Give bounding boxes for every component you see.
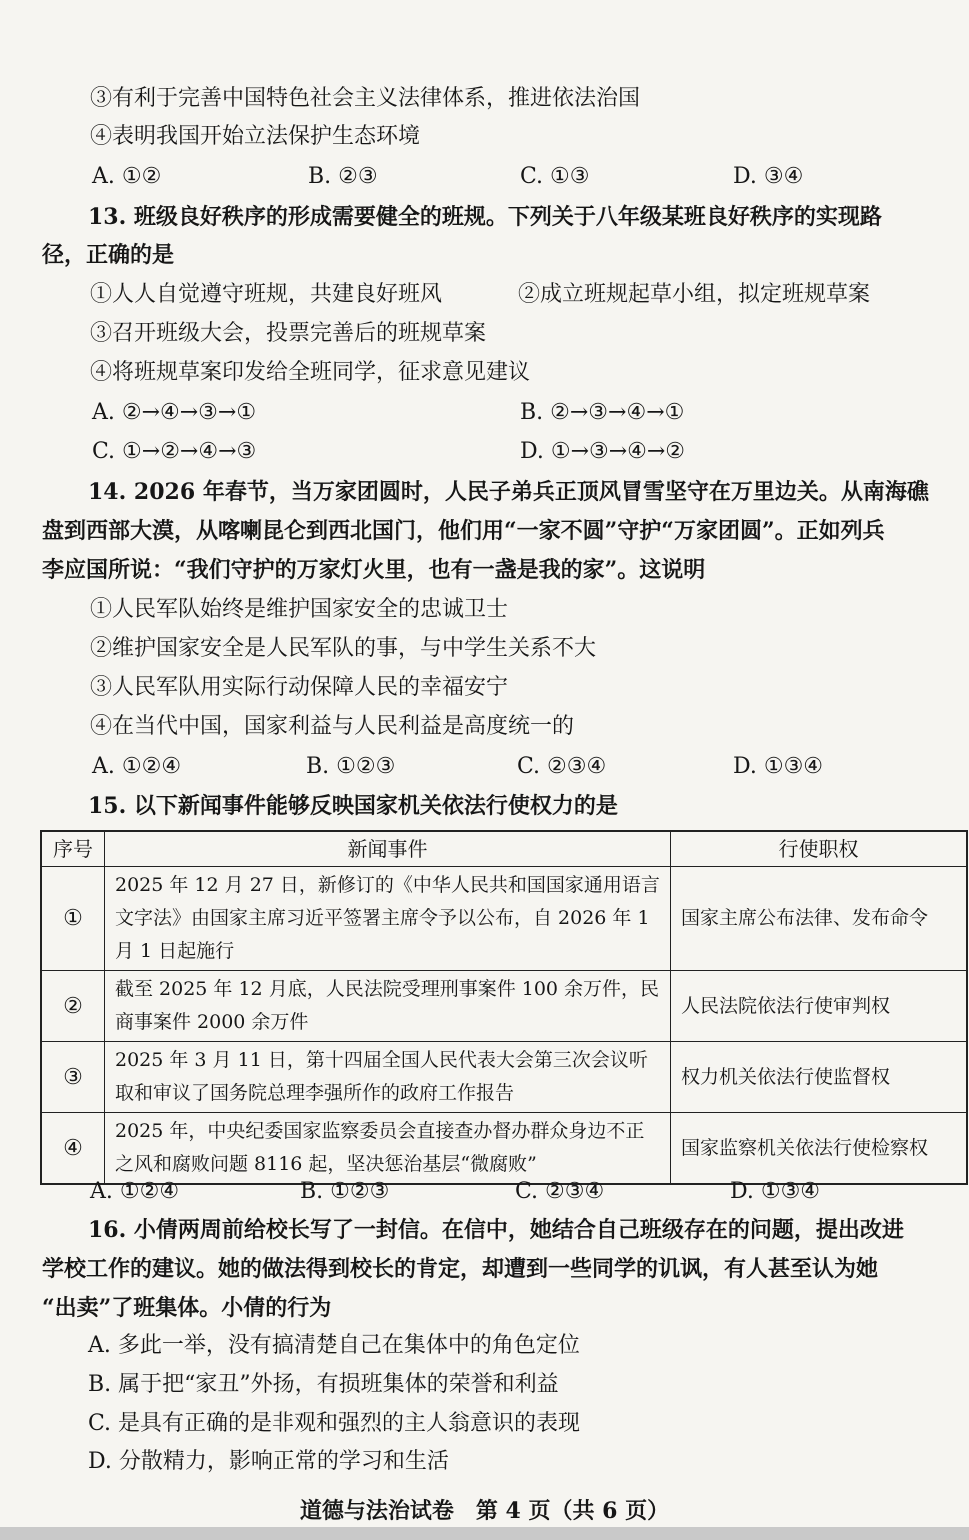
news-table <box>40 830 968 1185</box>
q15-choice-a: A. ①②④ <box>90 1179 180 1204</box>
row-power: 权力机关依法行使监督权 <box>671 1042 968 1113</box>
q13-option-2: ②成立班规起草小组，拟定班规草案 <box>518 282 871 307</box>
q14-choice-b: B. ①②③ <box>306 754 396 779</box>
row-power: 人民法院依法行使审判权 <box>671 971 968 1042</box>
q13-stem-line-2: 径，正确的是 <box>42 242 175 268</box>
q13-option-3: ③召开班级大会，投票完善后的班规草案 <box>90 321 487 346</box>
row-number: ② <box>41 971 105 1042</box>
table-header-row <box>41 831 967 867</box>
q15-stem: 15. 以下新闻事件能够反映国家机关依法行使权力的是 <box>88 793 618 819</box>
q14-stem-line-2: 盘到西部大漠，从喀喇昆仑到西北国门，他们用“一家不圆”守护“万家团圆”。正如列兵 <box>42 518 885 544</box>
q14-option-2: ②维护国家安全是人民军队的事，与中学生关系不大 <box>90 636 597 661</box>
table-row <box>41 867 967 971</box>
q14-option-3: ③人民军队用实际行动保障人民的幸福安宁 <box>90 675 509 700</box>
q16-stem-line-2: 学校工作的建议。她的做法得到校长的肯定，却遭到一些同学的讥讽，有人甚至认为她 <box>42 1256 879 1282</box>
q16-stem-line-3: “出卖”了班集体。小倩的行为 <box>42 1295 332 1321</box>
q13-choice-c: C. ①→②→④→③ <box>92 439 257 464</box>
q13-option-4: ④将班规草案印发给全班同学，征求意见建议 <box>90 360 531 385</box>
q16-option-c: C. 是具有正确的是非观和强烈的主人翁意识的表现 <box>88 1411 581 1436</box>
q16-option-b: B. 属于把“家丑”外扬，有损班集体的荣誉和利益 <box>88 1372 559 1397</box>
q16-option-a: A. 多此一举，没有搞清楚自己在集体中的角色定位 <box>88 1333 580 1358</box>
q12-choice-d: D. ③④ <box>733 164 804 189</box>
bottom-bar <box>0 1527 969 1540</box>
row-event: 2025 年，中央纪委国家监察委员会直接查办督办群众身边不正之风和腐败问题 8116 起，坚决惩治基层“微腐败” <box>105 1113 671 1185</box>
row-power: 国家监察机关依法行使检察权 <box>671 1113 968 1185</box>
q14-stem-line-1: 14. 2026 年春节，当万家团圆时，人民子弟兵正顶风冒雪坚守在万里边关。从南海礁 <box>88 479 929 505</box>
q15-choice-c: C. ②③④ <box>515 1179 605 1204</box>
row-event: 截至 2025 年 12 月底，人民法院受理刑事案件 100 余万件，民商事案件 2000 余万件 <box>105 971 671 1042</box>
row-number: ③ <box>41 1042 105 1113</box>
q14-choice-d: D. ①③④ <box>733 754 824 779</box>
q13-choice-b: B. ②→③→④→① <box>520 400 685 425</box>
q14-stem-line-3: 李应国所说：“我们守护的万家灯火里，也有一盏是我的家”。这说明 <box>42 557 706 583</box>
q12-option-3: ③有利于完善中国特色社会主义法律体系，推进依法治国 <box>90 86 641 111</box>
q12-choice-c: C. ①③ <box>520 164 590 189</box>
q15-choice-b: B. ①②③ <box>300 1179 390 1204</box>
table-row <box>41 1113 967 1185</box>
q15-choice-d: D. ①③④ <box>730 1179 821 1204</box>
q12-choice-a: A. ①② <box>92 164 162 189</box>
q14-option-4: ④在当代中国，国家利益与人民利益是高度统一的 <box>90 714 575 739</box>
q12-choice-b: B. ②③ <box>308 164 378 189</box>
row-event: 2025 年 12 月 27 日，新修订的《中华人民共和国国家通用语言文字法》由国家主席习近平签署主席令予以公布，自 2026 年 1 月 1 日起施行 <box>105 867 671 971</box>
row-event: 2025 年 3 月 11 日，第十四届全国人民代表大会第三次会议听取和审议了国务院总理李强所作的政府工作报告 <box>105 1042 671 1113</box>
table-row <box>41 971 967 1042</box>
row-power: 国家主席公布法律、发布命令 <box>671 867 968 971</box>
row-number: ① <box>41 867 105 971</box>
q14-option-1: ①人民军队始终是维护国家安全的忠诚卫士 <box>90 597 509 622</box>
header-number: 序号 <box>41 831 105 867</box>
q13-choice-a: A. ②→④→③→① <box>92 400 257 425</box>
q13-stem-line-1: 13. 班级良好秩序的形成需要健全的班规。下列关于八年级某班良好秩序的实现路 <box>88 204 882 230</box>
row-number: ④ <box>41 1113 105 1185</box>
q13-option-1: ①人人自觉遵守班规，共建良好班风 <box>90 282 443 307</box>
q14-choice-a: A. ①②④ <box>92 754 182 779</box>
header-power: 行使职权 <box>671 831 968 867</box>
q16-stem-line-1: 16. 小倩两周前给校长写了一封信。在信中，她结合自己班级存在的问题，提出改进 <box>88 1217 904 1243</box>
header-news-event: 新闻事件 <box>105 831 671 867</box>
page-footer: 道德与法治试卷 第 4 页（共 6 页） <box>299 1498 670 1524</box>
table-row <box>41 1042 967 1113</box>
q16-option-d: D. 分散精力，影响正常的学习和生活 <box>88 1449 449 1474</box>
q13-choice-d: D. ①→③→④→② <box>520 439 686 464</box>
q12-option-4: ④表明我国开始立法保护生态环境 <box>90 124 421 149</box>
q14-choice-c: C. ②③④ <box>517 754 607 779</box>
